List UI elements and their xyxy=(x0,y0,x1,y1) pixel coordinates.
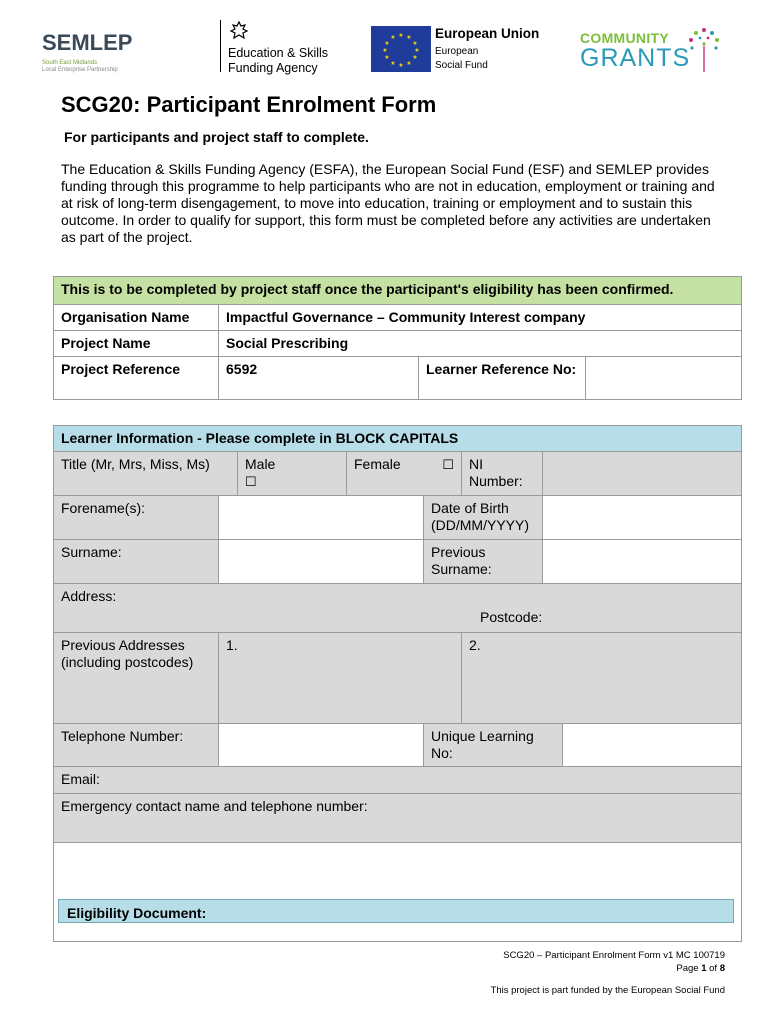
svg-text:★: ★ xyxy=(390,60,396,67)
svg-text:★: ★ xyxy=(412,40,418,47)
semlep-logo-subtitle: South East Midlands xyxy=(42,60,98,66)
learner-reference-field[interactable] xyxy=(586,357,742,400)
male-checkbox[interactable]: ☐ xyxy=(245,474,257,489)
svg-text:★: ★ xyxy=(414,47,420,54)
telephone-label: Telephone Number: xyxy=(54,724,219,767)
page-subtitle: For participants and project staff to complete. xyxy=(64,129,369,145)
postcode-label: Postcode: xyxy=(480,609,543,625)
previous-surname-field[interactable] xyxy=(543,540,742,584)
date-of-birth-label: Date of Birth (DD/MM/YYYY) xyxy=(424,496,543,540)
svg-text:★: ★ xyxy=(382,47,388,54)
previous-addresses-label: Previous Addresses (including postcodes) xyxy=(54,633,219,724)
surname-field[interactable] xyxy=(219,540,424,584)
previous-address-1-field[interactable]: 1. xyxy=(219,633,462,724)
telephone-field[interactable] xyxy=(219,724,424,767)
female-option[interactable] xyxy=(347,452,462,496)
address-label: Address: xyxy=(61,588,117,604)
document-reference: SCG20 – Participant Enrolment Form v1 MC 100719 xyxy=(503,950,725,961)
unique-learning-number-field[interactable] xyxy=(563,724,742,767)
unique-learning-number-label: Unique Learning No: xyxy=(424,724,563,767)
eligibility-document-header: Eligibility Document: xyxy=(58,899,734,923)
svg-text:★: ★ xyxy=(406,60,412,67)
project-name-label: Project Name xyxy=(54,331,219,357)
email-label: Email: xyxy=(61,771,100,787)
date-of-birth-field[interactable] xyxy=(543,496,742,540)
title-label: Title (Mr, Mrs, Miss, Ms) xyxy=(54,452,238,496)
esfa-line-1: Education & Skills xyxy=(228,46,329,60)
royal-crest-icon xyxy=(228,20,328,46)
page-number xyxy=(676,963,725,974)
logo-bar xyxy=(0,18,770,88)
forename-label: Forename(s): xyxy=(54,496,219,540)
ni-number-label: NI Number: xyxy=(462,452,543,496)
intro-paragraph: The Education & Skills Funding Agency (ESFA), the European Social Fund (ESF) and SEMLEP provides funding through this programme to help participants who are not in education, employment or training and at risk of long-term disengagement, to move into education, training or employment and to sustain this outcome. In order to qualify for support, this form must be completed before any activities are undertaken as part of the project. xyxy=(61,161,715,245)
male-label: Male xyxy=(245,456,276,472)
organisation-name-label: Organisation Name xyxy=(54,305,219,331)
project-reference-value[interactable]: 6592 xyxy=(219,357,419,400)
male-option[interactable] xyxy=(238,452,347,496)
semlep-logo xyxy=(42,32,132,74)
semlep-logo-text: SEMLEP xyxy=(42,30,133,55)
female-checkbox[interactable]: ☐ xyxy=(442,457,454,472)
eu-line-1: European xyxy=(435,46,479,57)
svg-text:★: ★ xyxy=(406,34,412,41)
svg-text:★: ★ xyxy=(384,54,390,61)
page-total: 8 xyxy=(719,963,725,974)
funding-note: This project is part funded by the European Social Fund xyxy=(490,985,725,996)
staff-details-table xyxy=(53,276,742,400)
community-grants-line-1: COMMUNITY xyxy=(580,30,670,46)
project-name-value[interactable]: Social Prescribing xyxy=(219,331,742,357)
dandelion-icon xyxy=(686,24,722,79)
page-current: 1 xyxy=(701,963,707,974)
previous-surname-label: Previous Surname: xyxy=(424,540,543,584)
eu-line-2: Social Fund xyxy=(435,60,488,71)
esfa-line-2: Funding Agency xyxy=(228,61,318,75)
page-of: of xyxy=(709,963,718,974)
staff-table-header: This is to be completed by project staff once the participant's eligibility has been confirmed. xyxy=(54,277,742,305)
ni-number-field[interactable] xyxy=(543,452,742,496)
learner-table-header: Learner Information - Please complete in BLOCK CAPITALS xyxy=(54,426,742,452)
svg-text:★: ★ xyxy=(398,62,404,69)
svg-text:★: ★ xyxy=(390,34,396,41)
svg-text:★: ★ xyxy=(384,40,390,47)
previous-address-2-field[interactable]: 2. xyxy=(462,633,742,724)
address-field[interactable] xyxy=(54,584,742,633)
female-label: Female xyxy=(354,456,401,472)
emergency-contact-label: Emergency contact name and telephone number: xyxy=(54,794,742,843)
community-grants-logo xyxy=(580,30,770,70)
community-grants-line-2: GRANTS xyxy=(580,44,691,72)
learner-information-table xyxy=(53,425,742,942)
page-label: Page xyxy=(676,963,699,974)
project-reference-label: Project Reference xyxy=(54,357,219,400)
email-field[interactable] xyxy=(54,767,742,794)
surname-label: Surname: xyxy=(54,540,219,584)
organisation-name-value[interactable]: Impactful Governance – Community Interest company xyxy=(219,305,742,331)
emergency-contact-field[interactable] xyxy=(54,843,742,942)
semlep-logo-subtitle-2: Local Enterprise Partnership xyxy=(42,67,118,73)
eu-title: European Union xyxy=(435,26,540,41)
svg-text:★: ★ xyxy=(398,32,404,39)
page-title: SCG20: Participant Enrolment Form xyxy=(61,92,437,117)
forename-field[interactable] xyxy=(219,496,424,540)
eu-flag-icon xyxy=(371,26,431,72)
learner-reference-label: Learner Reference No: xyxy=(419,357,586,400)
esfa-logo xyxy=(220,20,329,75)
svg-text:★: ★ xyxy=(412,54,418,61)
